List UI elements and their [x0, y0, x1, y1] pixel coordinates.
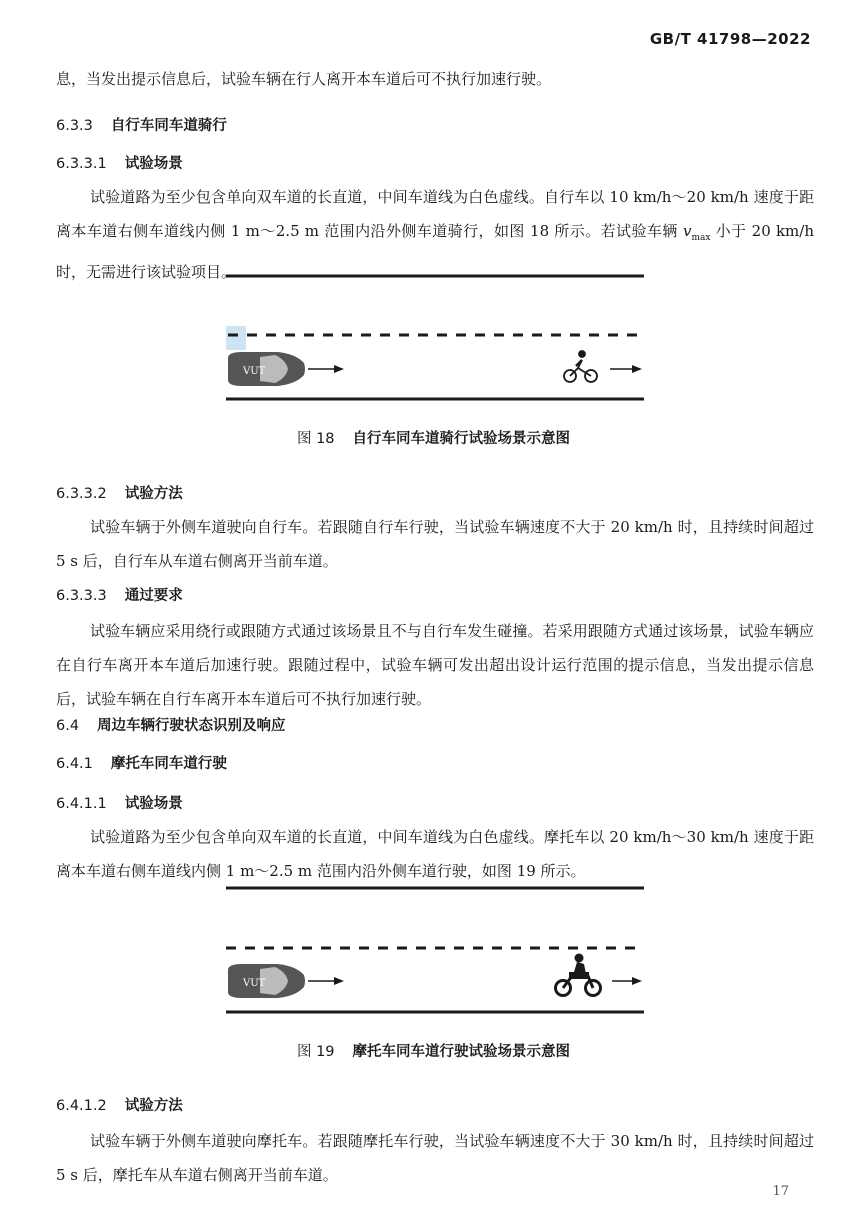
- cyclist-icon: [564, 351, 597, 382]
- lane-start-marker: [226, 326, 246, 350]
- figure-number: 图 18: [296, 431, 335, 447]
- page-number: 17: [772, 1184, 789, 1199]
- section-number: 6.4.1.2: [56, 1098, 107, 1114]
- section-title: 通过要求: [124, 588, 183, 604]
- section-6-3-3-2: [56, 482, 183, 503]
- paragraph-continued: 息，当发出提示信息后，试验车辆在行人离开本车道后可不执行加速行驶。: [56, 70, 552, 88]
- section-6-3-3: [56, 114, 227, 135]
- figure-18-caption: [0, 427, 867, 448]
- section-number: 6.4.1: [56, 756, 93, 772]
- section-6-3-3-1: [56, 152, 183, 173]
- arrow-right-icon: [610, 365, 642, 373]
- section-title: 试验方法: [124, 1098, 183, 1114]
- paragraph-text: 试验道路为至少包含单向双车道的长直道，中间车道线为白色虚线。自行车以 10 km/h～20 km/h 速度于距离本车道右侧车道线内侧 1 m～2.5 m 范围内沿外侧车道骑行，如图 18 所示。若试验车辆: [56, 188, 814, 240]
- figure-19-caption: [0, 1040, 867, 1061]
- section-number: 6.3.3.2: [56, 486, 107, 502]
- arrow-right-icon: [308, 977, 344, 985]
- section-6-4: [56, 714, 286, 735]
- section-title: 试验方法: [124, 486, 183, 502]
- max-subscript: max: [691, 233, 711, 243]
- vut-label: VUT: [243, 366, 266, 377]
- arrow-right-icon: [612, 977, 642, 985]
- paragraph-6-4-1-2: 试验车辆于外侧车道驶向摩托车。若跟随摩托车行驶，当试验车辆速度不大于 30 km/h 时，且持续时间超过 5 s 后，摩托车从车道右侧离开当前车道。: [56, 1132, 814, 1184]
- figure-18-diagram: [220, 268, 650, 408]
- standard-number: GB/T 41798—2022: [649, 30, 811, 48]
- car-topview-icon: [228, 352, 305, 386]
- section-number: 6.3.3.3: [56, 588, 107, 604]
- v-symbol: v: [682, 222, 692, 240]
- vut-label: VUT: [243, 978, 266, 989]
- section-title: 周边车辆行驶状态识别及响应: [97, 718, 286, 734]
- figure-caption-text: 自行车同车道骑行试验场景示意图: [352, 431, 571, 447]
- figure-19-diagram: [220, 882, 650, 1022]
- figure-number: 图 19: [296, 1044, 335, 1060]
- section-title: 自行车同车道骑行: [110, 118, 227, 134]
- section-number: 6.4: [56, 718, 80, 734]
- section-number: 6.4.1.1: [56, 796, 107, 812]
- paragraph-text-end: 小于 20 km/h 时，无需进行该试验项目。: [56, 222, 814, 281]
- motorcyclist-icon: [556, 954, 601, 996]
- figure-caption-text: 摩托车同车道行驶试验场景示意图: [352, 1044, 571, 1060]
- paragraph-6-3-3-3: 试验车辆应采用绕行或跟随方式通过该场景且不与自行车发生碰撞。若采用跟随方式通过该场景，试验车辆应在自行车离开本车道后加速行驶。跟随过程中，试验车辆可发出超出设计运行范围的提示信息，当发出提示信息后，试验车辆在自行车离开本车道后可不执行加速行驶。: [56, 622, 814, 708]
- section-number: 6.3.3: [56, 118, 93, 134]
- paragraph-6-4-1-1: 试验道路为至少包含单向双车道的长直道，中间车道线为白色虚线。摩托车以 20 km/h～30 km/h 速度于距离本车道右侧车道线内侧 1 m～2.5 m 范围内沿外侧车道行驶，如图 19 所示。: [56, 828, 814, 880]
- section-6-4-1-1: [56, 792, 183, 813]
- car-topview-icon: [228, 964, 305, 998]
- section-6-4-1-2: [56, 1094, 183, 1115]
- arrow-right-icon: [308, 365, 344, 373]
- section-6-3-3-3: [56, 584, 183, 605]
- paragraph-6-3-3-2: 试验车辆于外侧车道驶向自行车。若跟随自行车行驶，当试验车辆速度不大于 20 km/h 时，且持续时间超过 5 s 后，自行车从车道右侧离开当前车道。: [56, 518, 814, 570]
- section-title: 摩托车同车道行驶: [110, 756, 227, 772]
- section-6-4-1: [56, 752, 227, 773]
- section-number: 6.3.3.1: [56, 156, 107, 172]
- section-title: 试验场景: [124, 796, 183, 812]
- section-title: 试验场景: [124, 156, 183, 172]
